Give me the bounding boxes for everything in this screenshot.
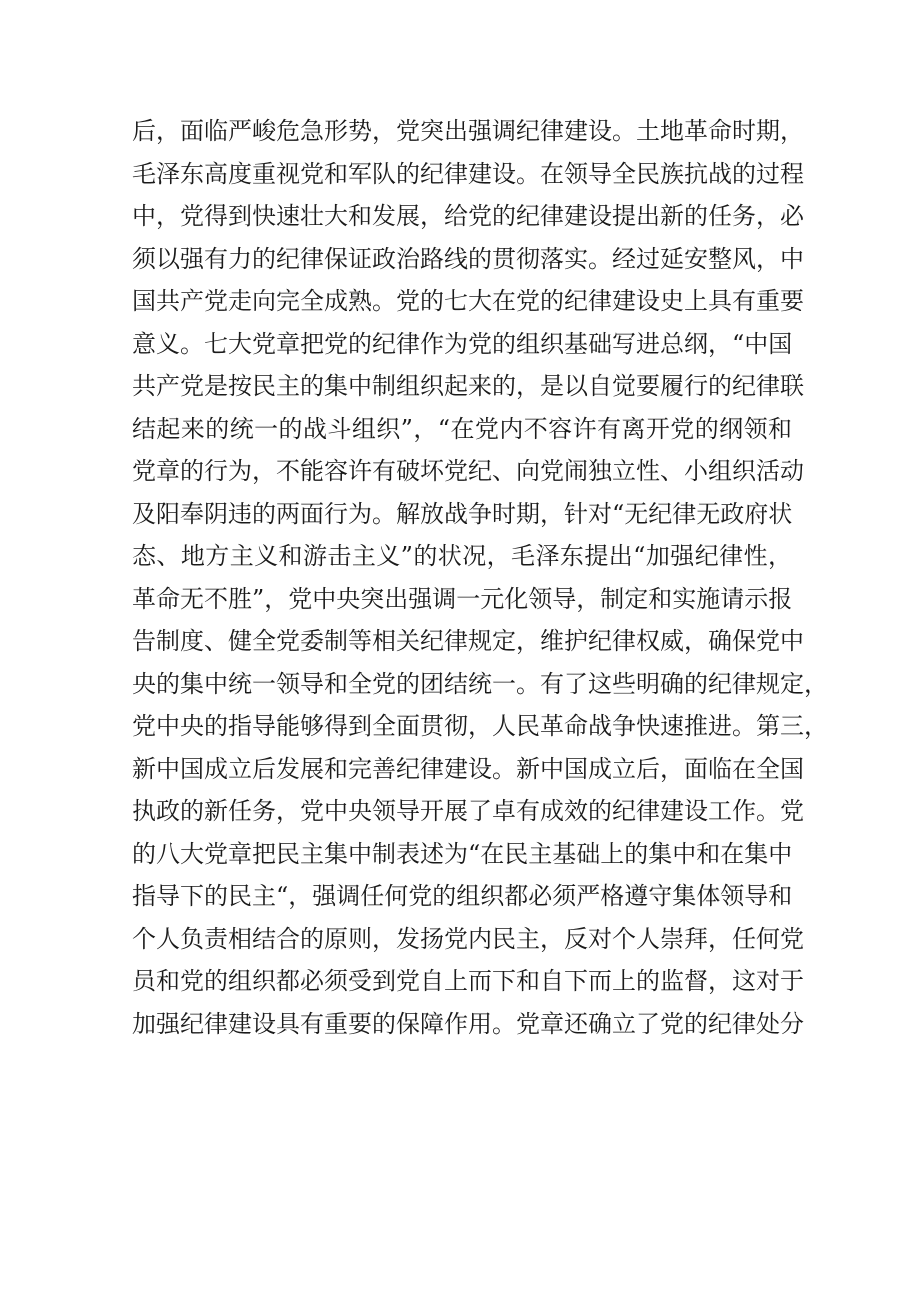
text-line: 共产党是按民主的集中制组织起来的，是以自觉要履行的纪律联 [132,372,804,400]
text-line: 员和党的组织都必须受到党自上而下和自下而上的监督，这对于 [132,967,804,995]
text-line: 须以强有力的纪律保证政治路线的贯彻落实。经过延安整风，中 [132,244,804,273]
text-line: 央的集中统一领导和全党的团结统一。有了这些明确的纪律规定， [132,669,828,698]
text-line: 及阳奉阴违的两面行为。解放战争时期，针对“无纪律无政府状 [132,499,793,528]
text-line: 新中国成立后发展和完善纪律建设。新中国成立后，面临在全国 [132,754,804,783]
text-line: 执政的新任务，党中央领导开展了卓有成效的纪律建设工作。党 [132,797,804,825]
text-line: 党章的行为，不能容许有破坏党纪、向党闹独立性、小组织活动 [132,457,804,485]
text-line: 结起来的统一的战斗组织”，“在党内不容许有离开党的纲领和 [132,414,792,443]
body-paragraph [132,110,828,1045]
text-line: 中，党得到快速壮大和发展，给党的纪律建设提出新的任务，必 [132,202,804,230]
text-line: 革命无不胜”，党中央突出强调一元化领导，制定和实施请示报 [132,584,793,613]
text-line: 指导下的民主“，强调任何党的组织都必须严格遵守集体领导和 [132,882,793,910]
text-line: 告制度、健全党委制等相关纪律规定，维护纪律权威，确保党中 [132,627,804,655]
text-line: 党中央的指导能够得到全面贯彻，人民革命战争快速推进。第三， [132,712,828,740]
text-line: 加强纪律建设具有重要的保障作用。党章还确立了党的纪律处分 [132,1009,804,1038]
text-line: 毛泽东高度重视党和军队的纪律建设。在领导全民族抗战的过程 [132,159,804,188]
text-line: 个人负责相结合的原则，发扬党内民主，反对个人崇拜，任何党 [132,924,804,953]
text-line: 的八大党章把民主集中制表述为“在民主基础上的集中和在集中 [132,839,793,868]
text-line: 意义。七大党章把党的纪律作为党的组织基础写进总纲，“中国 [132,329,793,358]
text-line: 国共产党走向完全成熟。党的七大在党的纪律建设史上具有重要 [132,287,804,315]
text-line: 后，面临严峻危急形势，党突出强调纪律建设。土地革命时期， [132,117,804,145]
text-line: 态、地方主义和游击主义”的状况，毛泽东提出“加强纪律性， [132,542,792,570]
